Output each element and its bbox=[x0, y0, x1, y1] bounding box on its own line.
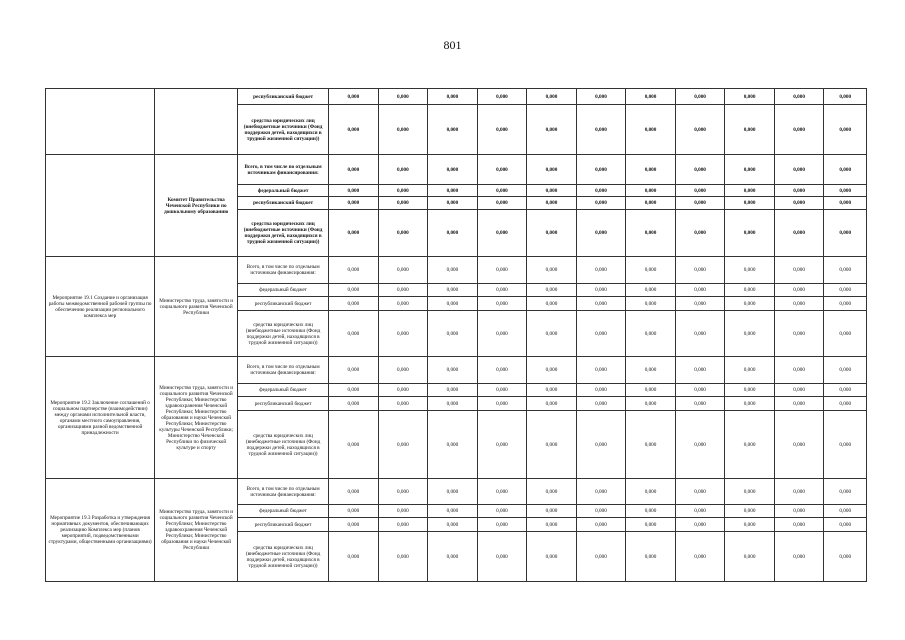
value-cell: 0,000 bbox=[626, 384, 676, 397]
source-cell: федеральный бюджет bbox=[238, 284, 329, 297]
value-cell: 0,000 bbox=[428, 297, 478, 311]
value-cell: 0,000 bbox=[774, 257, 824, 284]
value-cell: 0,000 bbox=[576, 532, 626, 582]
value-cell: 0,000 bbox=[626, 155, 676, 185]
source-cell: Всего, в том числе по отдельным источникам финансирования: bbox=[238, 357, 329, 384]
value-cell: 0,000 bbox=[774, 197, 824, 210]
value-cell: 0,000 bbox=[428, 311, 478, 357]
value-cell: 0,000 bbox=[774, 105, 824, 155]
value-cell: 0,000 bbox=[477, 210, 527, 257]
value-cell: 0,000 bbox=[477, 532, 527, 582]
value-cell: 0,000 bbox=[626, 185, 676, 197]
source-cell: средства юридических лиц (внебюджетные источники (Фонд поддержки детей, находящихся в трудной жизненной ситуации)) bbox=[238, 532, 329, 582]
value-cell: 0,000 bbox=[428, 518, 478, 532]
value-cell: 0,000 bbox=[626, 197, 676, 210]
value-cell: 0,000 bbox=[527, 397, 577, 411]
value-cell: 0,000 bbox=[675, 155, 725, 185]
source-cell: республиканский бюджет bbox=[238, 297, 329, 311]
value-cell: 0,000 bbox=[774, 384, 824, 397]
value-cell: 0,000 bbox=[774, 89, 824, 105]
value-cell: 0,000 bbox=[576, 89, 626, 105]
value-cell: 0,000 bbox=[824, 397, 867, 411]
value-cell: 0,000 bbox=[329, 297, 379, 311]
value-cell: 0,000 bbox=[378, 505, 428, 518]
value-cell: 0,000 bbox=[725, 411, 775, 479]
value-cell: 0,000 bbox=[329, 210, 379, 257]
value-cell: 0,000 bbox=[576, 311, 626, 357]
table-row bbox=[46, 357, 867, 384]
value-cell: 0,000 bbox=[329, 257, 379, 284]
value-cell: 0,000 bbox=[428, 210, 478, 257]
value-cell: 0,000 bbox=[378, 397, 428, 411]
value-cell: 0,000 bbox=[329, 185, 379, 197]
value-cell: 0,000 bbox=[477, 479, 527, 505]
source-cell: средства юридических лиц (внебюджетные источники (Фонд поддержки детей, находящихся в трудной жизненной ситуации)) bbox=[238, 210, 329, 257]
value-cell: 0,000 bbox=[774, 411, 824, 479]
value-cell: 0,000 bbox=[329, 518, 379, 532]
value-cell: 0,000 bbox=[774, 311, 824, 357]
value-cell: 0,000 bbox=[428, 384, 478, 397]
value-cell: 0,000 bbox=[527, 479, 577, 505]
value-cell: 0,000 bbox=[626, 518, 676, 532]
value-cell: 0,000 bbox=[527, 518, 577, 532]
value-cell: 0,000 bbox=[824, 479, 867, 505]
value-cell: 0,000 bbox=[329, 357, 379, 384]
value-cell: 0,000 bbox=[576, 155, 626, 185]
value-cell: 0,000 bbox=[576, 479, 626, 505]
value-cell: 0,000 bbox=[725, 210, 775, 257]
value-cell: 0,000 bbox=[774, 357, 824, 384]
value-cell: 0,000 bbox=[675, 311, 725, 357]
value-cell: 0,000 bbox=[774, 397, 824, 411]
value-cell: 0,000 bbox=[725, 185, 775, 197]
value-cell: 0,000 bbox=[527, 384, 577, 397]
value-cell: 0,000 bbox=[428, 505, 478, 518]
value-cell: 0,000 bbox=[774, 297, 824, 311]
value-cell: 0,000 bbox=[824, 105, 867, 155]
value-cell: 0,000 bbox=[626, 397, 676, 411]
value-cell: 0,000 bbox=[824, 411, 867, 479]
value-cell: 0,000 bbox=[378, 479, 428, 505]
value-cell: 0,000 bbox=[428, 411, 478, 479]
value-cell: 0,000 bbox=[378, 411, 428, 479]
value-cell: 0,000 bbox=[428, 89, 478, 105]
value-cell: 0,000 bbox=[527, 257, 577, 284]
value-cell: 0,000 bbox=[576, 411, 626, 479]
value-cell: 0,000 bbox=[626, 89, 676, 105]
value-cell: 0,000 bbox=[675, 479, 725, 505]
value-cell: 0,000 bbox=[378, 311, 428, 357]
value-cell: 0,000 bbox=[824, 257, 867, 284]
value-cell: 0,000 bbox=[527, 411, 577, 479]
source-cell: республиканский бюджет bbox=[238, 397, 329, 411]
value-cell: 0,000 bbox=[378, 384, 428, 397]
value-cell: 0,000 bbox=[477, 105, 527, 155]
value-cell: 0,000 bbox=[329, 532, 379, 582]
executor-cell: Министерство труда, занятости и социального развития Чеченской Республики; Министерство здравоохранения Чеченской Республики; Министерство образования и науки Чеченской Республики; Министерство культуры Чеченской Республики; Министерство Чеченской Республики по физической культуре и спорту bbox=[155, 357, 238, 479]
value-cell: 0,000 bbox=[329, 505, 379, 518]
source-cell: Всего, в том числе по отдельным источникам финансирования: bbox=[238, 479, 329, 505]
value-cell: 0,000 bbox=[626, 257, 676, 284]
value-cell: 0,000 bbox=[824, 532, 867, 582]
source-cell: средства юридических лиц (внебюджетные источники (Фонд поддержки детей, находящихся в трудной жизненной ситуации)) bbox=[238, 311, 329, 357]
value-cell: 0,000 bbox=[378, 105, 428, 155]
value-cell: 0,000 bbox=[378, 155, 428, 185]
value-cell: 0,000 bbox=[576, 105, 626, 155]
table-body bbox=[46, 89, 867, 582]
value-cell: 0,000 bbox=[477, 397, 527, 411]
value-cell: 0,000 bbox=[725, 89, 775, 105]
value-cell: 0,000 bbox=[824, 357, 867, 384]
executor-cell: Министерство труда, занятости и социального развития Чеченской Республики bbox=[155, 257, 238, 357]
value-cell: 0,000 bbox=[626, 532, 676, 582]
value-cell: 0,000 bbox=[675, 411, 725, 479]
value-cell: 0,000 bbox=[675, 284, 725, 297]
value-cell: 0,000 bbox=[774, 155, 824, 185]
value-cell: 0,000 bbox=[428, 197, 478, 210]
value-cell: 0,000 bbox=[428, 397, 478, 411]
source-cell: федеральный бюджет bbox=[238, 384, 329, 397]
value-cell: 0,000 bbox=[329, 197, 379, 210]
value-cell: 0,000 bbox=[675, 397, 725, 411]
value-cell: 0,000 bbox=[725, 105, 775, 155]
value-cell: 0,000 bbox=[329, 89, 379, 105]
value-cell: 0,000 bbox=[378, 89, 428, 105]
value-cell: 0,000 bbox=[725, 532, 775, 582]
value-cell: 0,000 bbox=[527, 357, 577, 384]
value-cell: 0,000 bbox=[774, 210, 824, 257]
page-number: 801 bbox=[443, 38, 462, 52]
value-cell: 0,000 bbox=[329, 384, 379, 397]
value-cell: 0,000 bbox=[329, 397, 379, 411]
value-cell: 0,000 bbox=[675, 297, 725, 311]
value-cell: 0,000 bbox=[527, 532, 577, 582]
value-cell: 0,000 bbox=[626, 284, 676, 297]
source-cell: федеральный бюджет bbox=[238, 505, 329, 518]
value-cell: 0,000 bbox=[675, 384, 725, 397]
source-cell: средства юридических лиц (внебюджетные источники (Фонд поддержки детей, находящихся в трудной жизненной ситуации)) bbox=[238, 105, 329, 155]
value-cell: 0,000 bbox=[824, 210, 867, 257]
value-cell: 0,000 bbox=[378, 297, 428, 311]
value-cell: 0,000 bbox=[725, 311, 775, 357]
value-cell: 0,000 bbox=[428, 532, 478, 582]
value-cell: 0,000 bbox=[477, 284, 527, 297]
value-cell: 0,000 bbox=[378, 357, 428, 384]
value-cell: 0,000 bbox=[675, 357, 725, 384]
value-cell: 0,000 bbox=[675, 197, 725, 210]
value-cell: 0,000 bbox=[675, 518, 725, 532]
value-cell: 0,000 bbox=[725, 297, 775, 311]
value-cell: 0,000 bbox=[626, 479, 676, 505]
table-row bbox=[46, 155, 867, 185]
value-cell: 0,000 bbox=[725, 384, 775, 397]
event-cell bbox=[46, 155, 155, 257]
value-cell: 0,000 bbox=[576, 210, 626, 257]
executor-cell: Министерство труда, занятости и социального развития Чеченской Республики; Министерство здравоохранения Чеченской Республики; Министерство образования и науки Чеченской Республики bbox=[155, 479, 238, 582]
value-cell: 0,000 bbox=[824, 384, 867, 397]
source-cell: республиканский бюджет bbox=[238, 518, 329, 532]
value-cell: 0,000 bbox=[329, 155, 379, 185]
value-cell: 0,000 bbox=[725, 397, 775, 411]
value-cell: 0,000 bbox=[774, 479, 824, 505]
value-cell: 0,000 bbox=[626, 297, 676, 311]
value-cell: 0,000 bbox=[527, 197, 577, 210]
source-cell: Всего, в том числе по отдельным источникам финансирования: bbox=[238, 155, 329, 185]
source-cell: республиканский бюджет bbox=[238, 197, 329, 210]
value-cell: 0,000 bbox=[576, 357, 626, 384]
source-cell: средства юридических лиц (внебюджетные источники (Фонд поддержки детей, находящихся в трудной жизненной ситуации)) bbox=[238, 411, 329, 479]
value-cell: 0,000 bbox=[675, 105, 725, 155]
value-cell: 0,000 bbox=[626, 105, 676, 155]
event-cell: Мероприятие 19.2 Заключение соглашений о социальном партнерстве (взаимодействии) между органами исполнительной власти, органами местного самоуправления, организациями разной ведомственной принадлежности bbox=[46, 357, 155, 479]
value-cell: 0,000 bbox=[428, 479, 478, 505]
value-cell: 0,000 bbox=[477, 311, 527, 357]
value-cell: 0,000 bbox=[626, 357, 676, 384]
value-cell: 0,000 bbox=[477, 185, 527, 197]
value-cell: 0,000 bbox=[824, 505, 867, 518]
source-cell: Всего, в том числе по отдельным источникам финансирования: bbox=[238, 257, 329, 284]
value-cell: 0,000 bbox=[576, 284, 626, 297]
value-cell: 0,000 bbox=[824, 197, 867, 210]
value-cell: 0,000 bbox=[378, 284, 428, 297]
table-row bbox=[46, 257, 867, 284]
value-cell: 0,000 bbox=[329, 411, 379, 479]
value-cell: 0,000 bbox=[428, 155, 478, 185]
value-cell: 0,000 bbox=[824, 284, 867, 297]
value-cell: 0,000 bbox=[477, 357, 527, 384]
value-cell: 0,000 bbox=[477, 518, 527, 532]
value-cell: 0,000 bbox=[378, 197, 428, 210]
value-cell: 0,000 bbox=[725, 518, 775, 532]
value-cell: 0,000 bbox=[527, 185, 577, 197]
value-cell: 0,000 bbox=[576, 185, 626, 197]
value-cell: 0,000 bbox=[378, 257, 428, 284]
value-cell: 0,000 bbox=[725, 479, 775, 505]
value-cell: 0,000 bbox=[824, 297, 867, 311]
value-cell: 0,000 bbox=[378, 185, 428, 197]
value-cell: 0,000 bbox=[774, 284, 824, 297]
value-cell: 0,000 bbox=[527, 210, 577, 257]
value-cell: 0,000 bbox=[725, 505, 775, 518]
value-cell: 0,000 bbox=[774, 532, 824, 582]
value-cell: 0,000 bbox=[626, 311, 676, 357]
value-cell: 0,000 bbox=[527, 297, 577, 311]
value-cell: 0,000 bbox=[428, 257, 478, 284]
value-cell: 0,000 bbox=[378, 210, 428, 257]
event-cell bbox=[46, 89, 155, 155]
value-cell: 0,000 bbox=[824, 155, 867, 185]
value-cell: 0,000 bbox=[527, 311, 577, 357]
value-cell: 0,000 bbox=[675, 185, 725, 197]
value-cell: 0,000 bbox=[576, 384, 626, 397]
value-cell: 0,000 bbox=[576, 297, 626, 311]
value-cell: 0,000 bbox=[329, 311, 379, 357]
value-cell: 0,000 bbox=[378, 532, 428, 582]
value-cell: 0,000 bbox=[675, 505, 725, 518]
value-cell: 0,000 bbox=[725, 257, 775, 284]
value-cell: 0,000 bbox=[527, 505, 577, 518]
event-cell: Мероприятие 19.3 Разработка и утверждения нормативных документов, обеспечивающих реализацию Комплекса мер (планов мероприятий, подведомственными структурами, общественными организациями) bbox=[46, 479, 155, 582]
value-cell: 0,000 bbox=[477, 505, 527, 518]
value-cell: 0,000 bbox=[725, 197, 775, 210]
event-cell: Мероприятие 19.1 Создание и организация работы межведомственной рабочей группы по обеспечению реализации регионального комплекса мер bbox=[46, 257, 155, 357]
value-cell: 0,000 bbox=[824, 185, 867, 197]
value-cell: 0,000 bbox=[576, 257, 626, 284]
value-cell: 0,000 bbox=[477, 155, 527, 185]
value-cell: 0,000 bbox=[774, 185, 824, 197]
source-cell: федеральный бюджет bbox=[238, 185, 329, 197]
value-cell: 0,000 bbox=[378, 518, 428, 532]
value-cell: 0,000 bbox=[477, 411, 527, 479]
value-cell: 0,000 bbox=[774, 518, 824, 532]
value-cell: 0,000 bbox=[477, 257, 527, 284]
value-cell: 0,000 bbox=[527, 105, 577, 155]
value-cell: 0,000 bbox=[725, 155, 775, 185]
value-cell: 0,000 bbox=[527, 89, 577, 105]
value-cell: 0,000 bbox=[576, 197, 626, 210]
value-cell: 0,000 bbox=[428, 105, 478, 155]
value-cell: 0,000 bbox=[675, 210, 725, 257]
value-cell: 0,000 bbox=[576, 518, 626, 532]
executor-cell bbox=[155, 89, 238, 155]
value-cell: 0,000 bbox=[824, 311, 867, 357]
value-cell: 0,000 bbox=[675, 89, 725, 105]
source-cell: республиканский бюджет bbox=[238, 89, 329, 105]
executor-cell: Комитет Правительства Чеченской Республики по дошкольному образованию bbox=[155, 155, 238, 257]
table-row bbox=[46, 479, 867, 505]
value-cell: 0,000 bbox=[725, 284, 775, 297]
value-cell: 0,000 bbox=[576, 397, 626, 411]
value-cell: 0,000 bbox=[527, 284, 577, 297]
value-cell: 0,000 bbox=[725, 357, 775, 384]
value-cell: 0,000 bbox=[675, 257, 725, 284]
value-cell: 0,000 bbox=[626, 210, 676, 257]
value-cell: 0,000 bbox=[329, 479, 379, 505]
table-row bbox=[46, 89, 867, 105]
value-cell: 0,000 bbox=[477, 197, 527, 210]
value-cell: 0,000 bbox=[626, 411, 676, 479]
value-cell: 0,000 bbox=[477, 384, 527, 397]
value-cell: 0,000 bbox=[824, 89, 867, 105]
value-cell: 0,000 bbox=[675, 532, 725, 582]
value-cell: 0,000 bbox=[477, 297, 527, 311]
value-cell: 0,000 bbox=[774, 505, 824, 518]
value-cell: 0,000 bbox=[576, 505, 626, 518]
value-cell: 0,000 bbox=[824, 518, 867, 532]
value-cell: 0,000 bbox=[428, 185, 478, 197]
value-cell: 0,000 bbox=[428, 357, 478, 384]
value-cell: 0,000 bbox=[626, 505, 676, 518]
value-cell: 0,000 bbox=[527, 155, 577, 185]
value-cell: 0,000 bbox=[329, 105, 379, 155]
value-cell: 0,000 bbox=[428, 284, 478, 297]
funding-table bbox=[45, 88, 867, 582]
value-cell: 0,000 bbox=[329, 284, 379, 297]
value-cell: 0,000 bbox=[477, 89, 527, 105]
